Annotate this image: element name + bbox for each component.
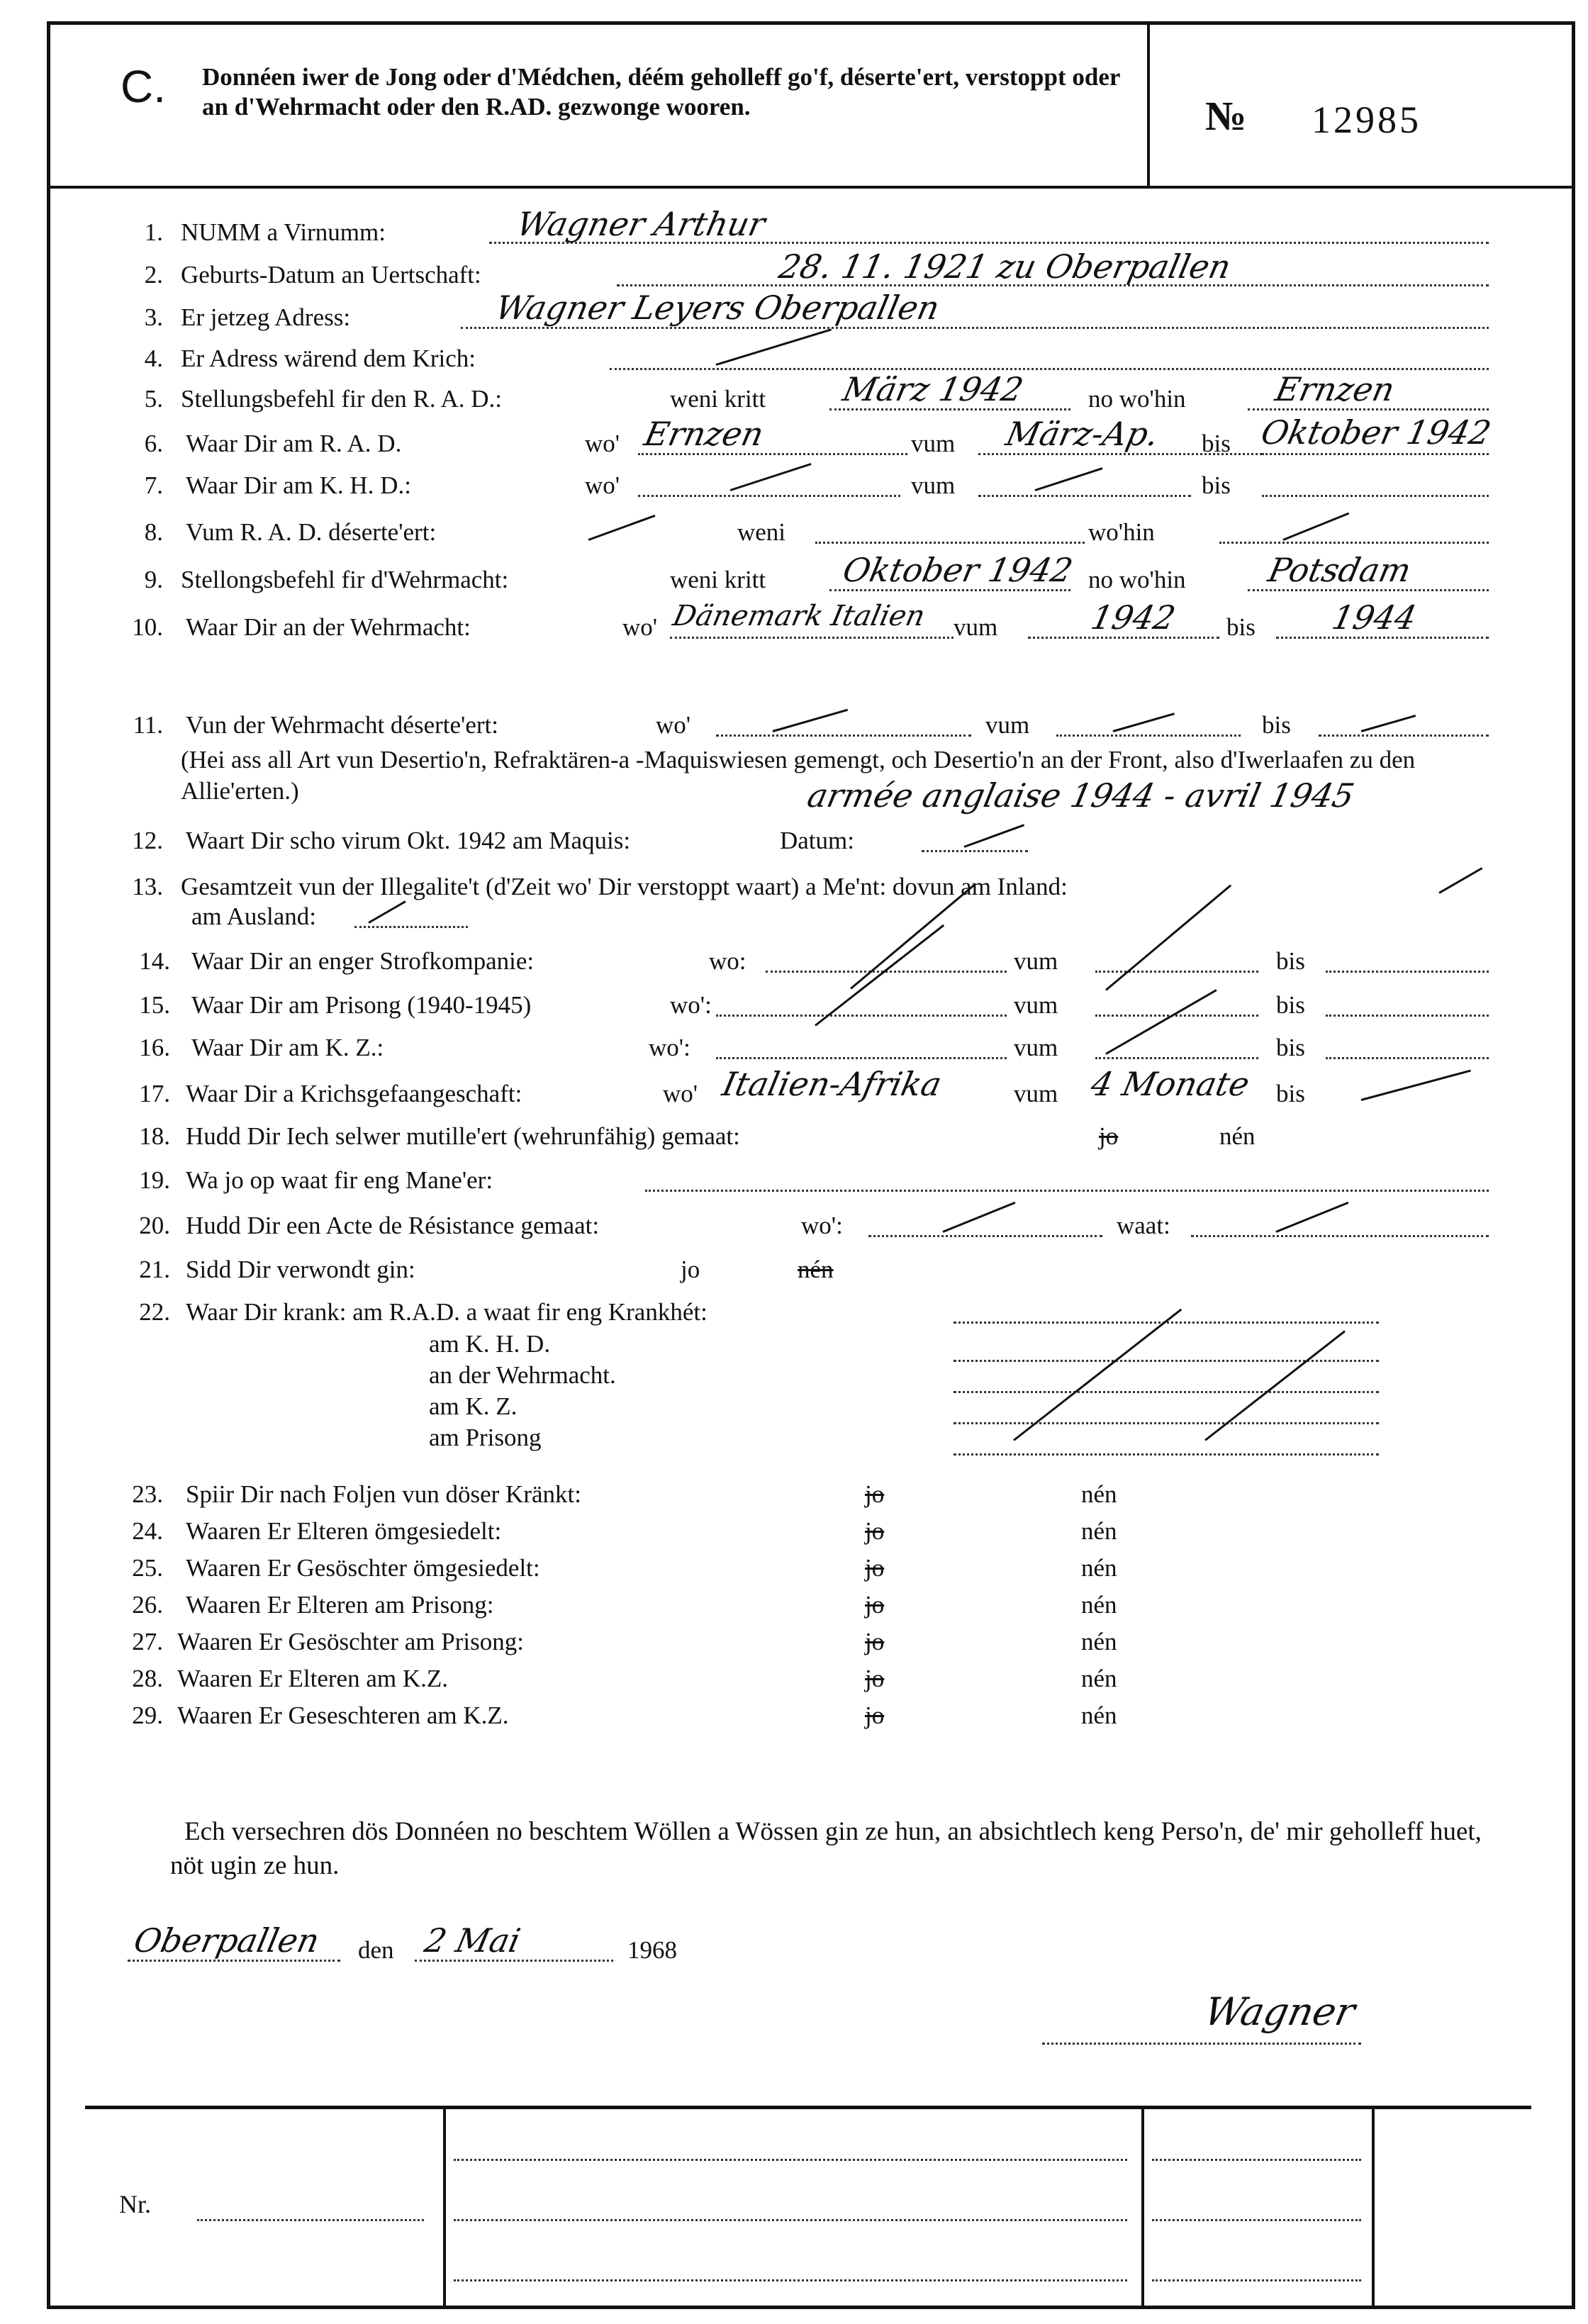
sub-label: vum <box>911 430 956 457</box>
field-label: Waar Dir am R. A. D. <box>186 430 402 457</box>
fill-line[interactable] <box>1095 945 1258 973</box>
field-label: Stellungsbefehl fir den R. A. D.: <box>181 385 503 413</box>
field-number: 27. <box>132 1628 163 1655</box>
field-row-22 <box>0 1296 1588 1329</box>
field-row-26 <box>0 1589 1588 1621</box>
field-row-5 <box>0 370 1588 415</box>
field-number: 8. <box>144 518 163 546</box>
option-yes[interactable]: jo <box>865 1702 885 1729</box>
handwritten-value: Oktober 1942 <box>1258 413 1494 452</box>
field-number: 24. <box>132 1517 163 1545</box>
field-label: Waaren Er Elteren am K.Z. <box>177 1665 448 1692</box>
sub-label: vum <box>954 613 998 641</box>
field-row-24 <box>0 1515 1588 1548</box>
handwritten-value: Oktober 1942 <box>839 551 1076 589</box>
handwritten-value: Dänemark Italien <box>670 600 928 632</box>
sub-label: wo'hin <box>1088 518 1155 546</box>
field-row-1 <box>0 205 1588 249</box>
field-number: 5. <box>144 385 163 413</box>
sub-label: wo' <box>622 613 658 641</box>
strike-mark <box>588 515 655 541</box>
footer-col-divider <box>1141 2106 1144 2308</box>
option-no[interactable]: nén <box>1081 1554 1117 1582</box>
field-22-sublines <box>429 1329 616 1453</box>
fill-line[interactable] <box>954 1397 1379 1424</box>
field-label: Hudd Dir Iech selwer mutille'ert (wehrunfähig) gemaat: <box>186 1122 740 1150</box>
number-label: № <box>1205 93 1247 139</box>
field-number: 26. <box>132 1591 163 1619</box>
fill-line[interactable] <box>1219 516 1489 544</box>
strike-mark <box>1361 1070 1471 1101</box>
field-number: 11. <box>133 711 163 739</box>
sub-label: weni <box>737 518 786 546</box>
field-number: 13. <box>132 873 163 900</box>
field-row-10 <box>0 598 1588 644</box>
sub-label: wo' <box>663 1080 698 1107</box>
sub-label: no wo'hin <box>1088 385 1186 413</box>
field-number: 9. <box>144 566 163 593</box>
field-number: 20. <box>139 1212 170 1239</box>
sub-label: Datum: <box>780 827 854 854</box>
field-label: Waaren Er Gesöschter ömgesiedelt: <box>186 1554 540 1582</box>
footer-fill-line[interactable] <box>1152 2279 1361 2281</box>
field-label: Er jetzeg Adress: <box>181 303 351 331</box>
fill-line[interactable] <box>1326 1032 1489 1059</box>
declaration-text: Ech versechren dös Donnéen no beschtem Wöllen a Wössen gin ze hun, an absichtlech keng Perso'n, de' mir geholleff huet, nöt ugin ze hun. <box>170 1817 1482 1880</box>
field-number: 14. <box>139 947 170 975</box>
field-number: 18. <box>139 1122 170 1150</box>
field-row-13 <box>0 871 1588 903</box>
option-no[interactable]: nén <box>1081 1517 1117 1545</box>
signature: Wagner <box>1200 1989 1359 2034</box>
sub-label: vum <box>1014 1034 1058 1061</box>
field-number: 15. <box>139 991 170 1019</box>
field-label: Geburts-Datum an Uertschaft: <box>181 261 481 289</box>
sub-label: bis <box>1262 711 1291 739</box>
sub-label: vum <box>1014 991 1058 1019</box>
field-row-19 <box>0 1164 1588 1197</box>
field-label: Waar Dir am K. Z.: <box>191 1034 384 1061</box>
field-number: 7. <box>144 471 163 499</box>
option-no[interactable]: nén <box>1219 1122 1256 1150</box>
sub-label: wo': <box>649 1034 690 1061</box>
field-label: Waaren Er Elteren am Prisong: <box>186 1591 494 1619</box>
handwritten-value: armée anglaise 1944 - avril 1945 <box>804 776 1358 815</box>
footer-col-divider <box>443 2106 446 2308</box>
fill-line[interactable] <box>954 1365 1379 1393</box>
footer-fill-line[interactable] <box>1152 2159 1361 2161</box>
subline-wehrmacht: an der Wehrmacht. <box>429 1361 616 1389</box>
sub-label: bis <box>1276 991 1305 1019</box>
field-number: 10. <box>132 613 163 641</box>
field-number: 22. <box>139 1298 170 1326</box>
field-row-13-line2 <box>0 900 1588 933</box>
field-row-12 <box>0 825 1588 857</box>
field-label: Waaren Er Geseschteren am K.Z. <box>177 1702 509 1729</box>
field-row-3 <box>0 289 1588 334</box>
sub-label: weni kritt <box>670 385 766 413</box>
field-label: Waar Dir a Krichsgefaangeschaft: <box>186 1080 522 1107</box>
field-row-25 <box>0 1552 1588 1585</box>
subline-khd: am K. H. D. <box>429 1330 551 1358</box>
field-label: Sidd Dir verwondt gin: <box>186 1256 415 1283</box>
handwritten-value: Wagner Arthur <box>513 205 769 243</box>
sub-label: vum <box>1014 947 1058 975</box>
handwritten-date: 2 Mai <box>421 1921 524 1960</box>
field-11-note: (Hei ass all Art vun Desertio'n, Refraktären-a -Maquiswiesen gemengt, och Desertio'n an der Front, also d'Iwerlaafen zu den Allie'erten.) <box>181 746 1416 805</box>
sub-label: wo' <box>585 430 620 457</box>
den-label: den <box>358 1936 394 1964</box>
field-number: 21. <box>139 1256 170 1283</box>
signature-date-row <box>0 1921 1588 1967</box>
fill-line[interactable] <box>716 989 1007 1017</box>
section-letter: C. <box>121 61 166 112</box>
field-label: Waaren Er Gesöschter am Prisong: <box>177 1628 524 1655</box>
field-number: 6. <box>144 430 163 457</box>
fill-line[interactable] <box>1191 1210 1489 1237</box>
field-row-28 <box>0 1663 1588 1695</box>
field-number: 25. <box>132 1554 163 1582</box>
header-separator <box>50 186 1572 189</box>
option-no[interactable]: nén <box>798 1256 834 1283</box>
fill-line[interactable] <box>815 516 1085 544</box>
fill-line[interactable] <box>1056 709 1241 737</box>
field-row-21 <box>0 1253 1588 1286</box>
fill-line[interactable] <box>1326 945 1489 973</box>
option-no[interactable]: nén <box>1081 1480 1117 1508</box>
strike-mark <box>1438 867 1482 894</box>
sub-label: vum <box>911 471 956 499</box>
fill-line[interactable] <box>1319 709 1489 737</box>
field-number: 12. <box>132 827 163 854</box>
sub-label: bis <box>1202 430 1231 457</box>
fill-line[interactable] <box>954 1334 1379 1362</box>
sub-label: bis <box>1202 471 1231 499</box>
handwritten-value: Wagner Leyers Oberpallen <box>492 289 944 327</box>
handwritten-value: 1944 <box>1329 598 1420 637</box>
option-yes[interactable]: jo <box>1099 1122 1119 1150</box>
field-label: Waar Dir an enger Strofkompanie: <box>191 947 535 975</box>
field-row-27 <box>0 1626 1588 1658</box>
handwritten-value: 1942 <box>1087 598 1179 637</box>
sub-label: bis <box>1276 947 1305 975</box>
field-row-15 <box>0 989 1588 1022</box>
field-label: Waar Dir an der Wehrmacht: <box>186 613 471 641</box>
sub-label: wo' <box>656 711 691 739</box>
field-row-18 <box>0 1120 1588 1153</box>
sub-label: vum <box>985 711 1030 739</box>
field-label: Waar Dir am Prisong (1940-1945) <box>191 991 532 1019</box>
fill-line[interactable] <box>645 1164 1489 1192</box>
field-row-9 <box>0 551 1588 596</box>
field-number: 17. <box>139 1080 170 1107</box>
field-number: 2. <box>144 261 163 289</box>
field-label: Waar Dir krank: am R.A.D. a waat fir eng Krankhét: <box>186 1298 708 1326</box>
field-row-16 <box>0 1032 1588 1064</box>
fill-line[interactable] <box>954 1428 1379 1456</box>
sub-label: wo': <box>670 991 712 1019</box>
signature-row <box>0 1989 1588 2050</box>
field-label: Wa jo op waat fir eng Mane'er: <box>186 1166 493 1194</box>
field-row-23 <box>0 1478 1588 1511</box>
field-row-2 <box>0 247 1588 291</box>
option-yes[interactable]: jo <box>865 1554 885 1582</box>
sub-label: no wo'hin <box>1088 566 1186 593</box>
footer-fill-line[interactable] <box>1152 2219 1361 2221</box>
field-label: Gesamtzeit vun der Illegalite't (d'Zeit wo' Dir verstoppt waart) a Me'nt: dovun am Inland: <box>181 873 1068 900</box>
nr-fill-line[interactable] <box>197 2219 424 2221</box>
year-label: 1968 <box>627 1936 677 1964</box>
footer-fill-line[interactable] <box>454 2219 1127 2221</box>
option-no[interactable]: nén <box>1081 1591 1117 1619</box>
field-row-7 <box>0 469 1588 502</box>
footer-col-divider <box>1372 2106 1375 2308</box>
option-yes[interactable]: jo <box>865 1628 885 1655</box>
field-number: 3. <box>144 303 163 331</box>
field-label: NUMM a Virnumm: <box>181 218 386 246</box>
field-number: 23. <box>132 1480 163 1508</box>
fill-line[interactable] <box>716 709 971 737</box>
header-divider <box>1147 21 1150 188</box>
fill-line[interactable] <box>1262 469 1489 497</box>
sub-label: bis <box>1276 1034 1305 1061</box>
subline-kz: am K. Z. <box>429 1392 518 1420</box>
option-yes[interactable]: jo <box>865 1480 885 1508</box>
footer-separator <box>85 2106 1531 2109</box>
sub-label: wo: <box>709 947 747 975</box>
sub-label: bis <box>1276 1080 1305 1107</box>
option-yes[interactable]: jo <box>681 1256 700 1283</box>
sub-label: wo' <box>585 471 620 499</box>
field-row-8 <box>0 516 1588 549</box>
handwritten-value: Ernzen <box>1272 370 1399 408</box>
field-label: Spiir Dir nach Foljen vun döser Kränkt: <box>186 1480 581 1508</box>
form-border-top <box>47 21 1575 25</box>
option-yes[interactable]: jo <box>865 1591 885 1619</box>
option-no[interactable]: nén <box>1081 1628 1117 1655</box>
field-row-29 <box>0 1699 1588 1732</box>
field-row-14 <box>0 945 1588 978</box>
field-label: Vum R. A. D. déserte'ert: <box>186 518 437 546</box>
field-row-6 <box>0 413 1588 460</box>
handwritten-value: Italien-Afrika <box>719 1065 946 1103</box>
field-label: Waaren Er Elteren ömgesiedelt: <box>186 1517 502 1545</box>
field-label: Stellongsbefehl fir d'Wehrmacht: <box>181 566 509 593</box>
field-number: 19. <box>139 1166 170 1194</box>
subline-prisong: am Prisong <box>429 1424 542 1451</box>
option-no[interactable]: nén <box>1081 1665 1117 1692</box>
field-number: 1. <box>144 218 163 246</box>
fill-line[interactable] <box>716 1032 1007 1059</box>
field-row-11 <box>0 709 1588 742</box>
field-number: 4. <box>144 345 163 372</box>
field-label: Waar Dir am K. H. D.: <box>186 471 411 499</box>
field-number: 28. <box>132 1665 163 1692</box>
handwritten-value: März 1942 <box>839 370 1027 408</box>
form-border-bottom <box>47 2306 1575 2309</box>
handwritten-value: 28. 11. 1921 zu Oberpallen <box>776 247 1234 286</box>
footer-fill-line[interactable] <box>454 2159 1127 2161</box>
field-number: 29. <box>132 1702 163 1729</box>
handwritten-value: 4 Monate <box>1087 1065 1253 1103</box>
sub-label: wo': <box>801 1212 843 1239</box>
sub-label: bis <box>1226 613 1256 641</box>
field-label: am Ausland: <box>191 903 316 930</box>
handwritten-value: März-Ap. <box>1002 415 1163 453</box>
fill-line[interactable] <box>638 469 900 497</box>
field-label: Hudd Dir een Acte de Résistance gemaat: <box>186 1212 600 1239</box>
sub-label: vum <box>1014 1080 1058 1107</box>
footer-fill-line[interactable] <box>454 2279 1127 2281</box>
field-label: Waart Dir scho virum Okt. 1942 am Maquis: <box>186 827 631 854</box>
fill-line[interactable] <box>354 900 468 928</box>
nr-label: Nr. <box>119 2190 151 2218</box>
sub-label: waat: <box>1117 1212 1170 1239</box>
fill-line[interactable] <box>1326 989 1489 1017</box>
field-number: 16. <box>139 1034 170 1061</box>
sub-label: weni kritt <box>670 566 766 593</box>
form-title: Donnéen iwer de Jong oder d'Médchen, déém geholleff go'f, déserte'ert, verstoppt oder an d'Wehrmacht oder den R.AD. gezwonge wooren. <box>202 63 1120 121</box>
field-label: Vun der Wehrmacht déserte'ert: <box>186 711 498 739</box>
option-no[interactable]: nén <box>1081 1702 1117 1729</box>
field-row-17 <box>0 1065 1588 1110</box>
handwritten-place: Oberpallen <box>130 1921 323 1960</box>
handwritten-value: Potsdam <box>1265 551 1415 589</box>
handwritten-value: Ernzen <box>641 415 768 453</box>
field-row-20 <box>0 1210 1588 1242</box>
field-label: Er Adress wärend dem Krich: <box>181 345 476 372</box>
option-yes[interactable]: jo <box>865 1517 885 1545</box>
option-yes[interactable]: jo <box>865 1665 885 1692</box>
form-number: 12985 <box>1312 99 1421 141</box>
